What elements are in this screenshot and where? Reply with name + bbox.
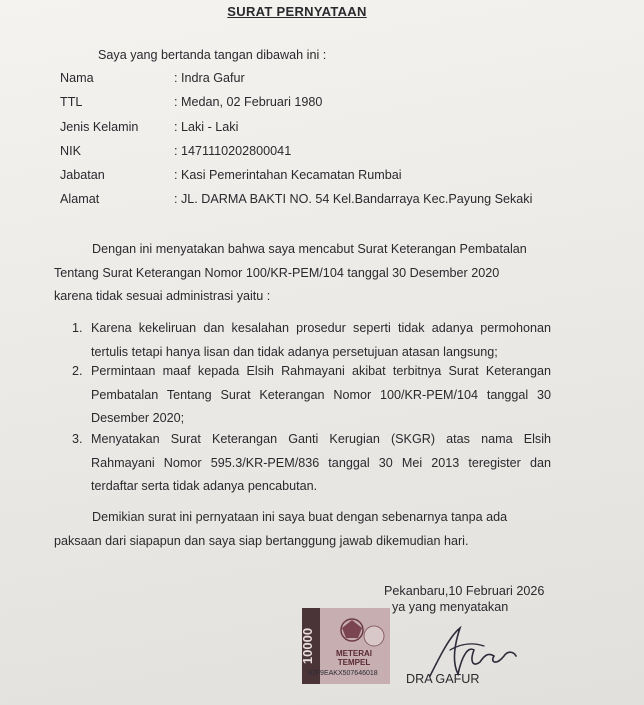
list-item-number: 1. bbox=[72, 321, 83, 335]
field-label: TTL bbox=[60, 95, 83, 109]
list-item-text: Permintaan maaf kepada Elsih Rahmayani akibat terbitnya Surat Keterangan Pembatalan Tentang Surat Keterangan Nomor 100/KR-PEM/104 tanggal 30 Desember 2020; bbox=[91, 364, 551, 425]
field-value: : Indra Gafur bbox=[174, 71, 245, 85]
field-label: Nama bbox=[60, 71, 94, 85]
statement-line: Tentang Surat Keterangan Nomor 100/KR-PEM/104 tanggal 30 Desember 2020 bbox=[54, 265, 500, 280]
statement-paragraph bbox=[54, 238, 550, 309]
list-item-number: 3. bbox=[72, 432, 83, 446]
place-date: Pekanbaru,10 Februari 2026 bbox=[384, 584, 545, 598]
closing-line: paksaan dari siapapun dan saya siap bertanggung jawab dikemudian hari. bbox=[54, 533, 469, 548]
field-label: Jabatan bbox=[60, 168, 105, 182]
stamp-serial: 97F9EAKX507646018 bbox=[308, 670, 378, 677]
field-label: Jenis Kelamin bbox=[60, 120, 139, 134]
field-value: : Laki - Laki bbox=[174, 120, 239, 134]
closing-paragraph bbox=[54, 506, 550, 553]
field-value: : 1471110202800041 bbox=[174, 144, 292, 158]
stamp-top-text: METERAI bbox=[336, 649, 372, 658]
list-item-text: Menyatakan Surat Keterangan Ganti Kerugian (SKGR) atas nama Elsih Rahmayani Nomor 595.3/KR-PEM/836 tanggal 30 Mei 2013 teregister dan terdaftar serta tidak adanya pencabutan. bbox=[91, 432, 551, 493]
field-label: NIK bbox=[60, 144, 81, 158]
signer-name: DRA GAFUR bbox=[406, 672, 480, 686]
field-value: : Medan, 02 Februari 1980 bbox=[174, 95, 323, 109]
document-title: SURAT PERNYATAAN bbox=[227, 4, 367, 19]
statement-line: karena tidak sesuai administrasi yaitu : bbox=[54, 289, 271, 303]
field-value: : JL. DARMA BAKTI NO. 54 Kel.Bandarraya Kec.Payung Sekaki bbox=[174, 192, 533, 206]
list-item-text: Karena kekeliruan dan kesalahan prosedur seperti tidak adanya permohonan tertulis tetapi hanya lisan dan tidak adanya persetujuan atasan langsung; bbox=[91, 321, 551, 359]
intro-text: Saya yang bertanda tangan dibawah ini : bbox=[98, 48, 327, 62]
field-value: : Kasi Pemerintahan Kecamatan Rumbai bbox=[174, 168, 402, 182]
stamp-value: 10000 bbox=[300, 627, 315, 665]
signer-title: ya yang menyatakan bbox=[392, 600, 509, 614]
field-label: Alamat bbox=[60, 192, 100, 206]
signature-stroke bbox=[430, 628, 516, 676]
closing-line: Demikian surat ini pernyataan ini saya buat dengan sebenarnya tanpa ada bbox=[92, 510, 508, 524]
list-item-number: 2. bbox=[72, 364, 83, 378]
stamp-hologram-icon bbox=[364, 626, 384, 646]
statement-line: Dengan ini menyatakan bahwa saya mencabut Surat Keterangan Pembatalan bbox=[92, 242, 527, 256]
stamp-bottom-text: TEMPEL bbox=[337, 658, 371, 667]
